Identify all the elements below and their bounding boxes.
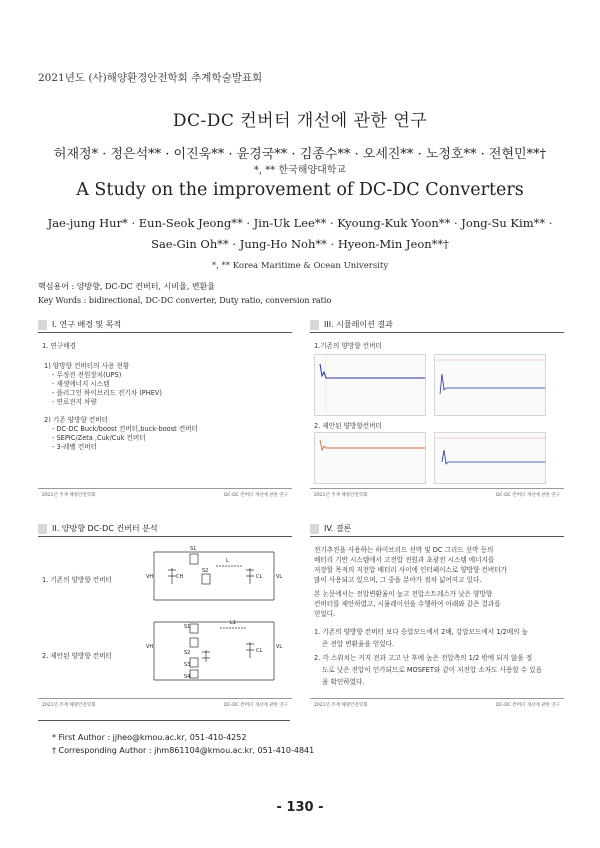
- slide2-footer-left: 2021년 추계 해양안전학회: [314, 493, 368, 498]
- slide4-footer-left: 2021년 추계 해양안전학회: [314, 703, 368, 708]
- circuit-label: S3: [184, 662, 191, 668]
- conclusion-line: 을 확인하였다.: [322, 678, 365, 686]
- slide1-footer-rule: [38, 488, 292, 489]
- authors-english-line2: Sae-Gin Oh** · Jung-Ho Noh** · Hyeon-Min Jeon**†: [151, 237, 449, 251]
- slide4-footer-right: DC-DC 컨버터 개선에 관한 연구: [495, 703, 560, 708]
- slide2-title: III. 시뮬레이션 결과: [310, 318, 564, 333]
- slide2-caption-1: 1.기존의 양방향 컨버터: [314, 342, 382, 350]
- slide3-caption-2: 2. 제안된 양방향 컨버터: [42, 652, 112, 660]
- slide1-line: - 무정전 전원장치(UPS): [52, 371, 122, 379]
- slide1-title: I. 연구 배경 및 목적: [38, 318, 292, 333]
- slide-converter-analysis: [38, 522, 292, 712]
- slide-conclusion: [310, 522, 564, 712]
- slide3-footer-left: 2021년 추계 해양안전학회: [42, 703, 96, 708]
- conclusion-line: 1. 기존의 양방향 컨버터 보다 승압모드에서 2배, 강압모드에서 1/2배의 높: [314, 628, 529, 636]
- title-korean: DC-DC 컨버터 개선에 관한 연구: [172, 111, 428, 131]
- circuit-label: S1: [184, 624, 191, 630]
- slide1-line: - 연료전지 차량: [52, 398, 97, 406]
- slide4-title: IV. 결론: [310, 522, 564, 537]
- circuit-diagram-proposed: [146, 614, 286, 688]
- slide1-line: - DC-DC Buck/boost 컨버터,buck-boost 컨버터: [52, 425, 198, 433]
- conclusion-line: 컨버터를 제안하였고, 시뮬레이션을 수행하여 아래와 같은 결과를: [314, 600, 501, 608]
- circuit-label: S2: [184, 650, 191, 656]
- slide3-title: II. 양방향 DC-DC 컨버터 분석: [38, 522, 292, 537]
- title-english: A Study on the improvement of DC-DC Converters: [76, 180, 524, 200]
- conclusion-line: 저장할 목적의 저전압 배터리 사이에 인터페이스로 양방향 컨버터가: [314, 566, 508, 574]
- authors-korean: 허재정* · 정은석** · 이진욱** · 윤경국** · 김종수** · 오세진** · 노정호** · 전현민**†: [53, 147, 547, 162]
- slide1-line: - SEPIC/Zeta ,Cuk/Cuk 컨버터: [52, 434, 146, 442]
- slide1-line: 1) 양방향 컨버터의 사용 현황: [44, 362, 130, 370]
- affiliation-english: *, ** Korea Maritime & Ocean University: [211, 261, 389, 271]
- waveform-plot-existing-1: [314, 354, 426, 416]
- circuit-label: S1: [190, 546, 197, 552]
- circuit-label: VH: [146, 574, 154, 580]
- keywords-korean: 핵심용어 : 양방향, DC-DC 컨버터, 시비율, 변환율: [38, 282, 216, 291]
- circuit-label: CL: [256, 648, 263, 654]
- slide1-line: - 3-레벨 컨버터: [52, 443, 97, 451]
- slide-simulation-results: [310, 318, 564, 498]
- slide1-footer-left: 2021년 추계 해양안전학회: [42, 493, 96, 498]
- conclusion-line: 얻었다.: [314, 610, 336, 618]
- waveform-plot-proposed-1: [314, 432, 426, 484]
- circuit-label: VL: [276, 644, 283, 650]
- conference-header: 2021년도 (사)해양환경안전학회 추계학술발표회: [38, 72, 263, 84]
- slide2-footer-rule: [310, 488, 564, 489]
- authors-english: [0, 213, 600, 255]
- conclusion-line: 배터리 기반 시스템에서 고전압 전원과 초광전 시스템 에너지를: [314, 556, 495, 564]
- waveform-plot-existing-2: [434, 354, 546, 416]
- circuit-label: VH: [146, 644, 154, 650]
- keywords-english: Key Words : bidirectional, DC-DC converter, Duty ratio, conversion ratio: [38, 296, 332, 305]
- slide1-line: - 재생에너지 시스템: [52, 380, 110, 388]
- slide1-line: - 플러그인 하이브리드 전기차 (PHEV): [52, 389, 162, 397]
- slide3-footer-right: DC-DC 컨버터 개선에 관한 연구: [223, 703, 288, 708]
- circuit-label: L: [226, 558, 229, 564]
- circuit-diagram-existing: [146, 540, 286, 610]
- conclusion-line: 본 논문에서는 전압변환율이 높고 전압스트레스가 낮은 양방향: [314, 590, 493, 598]
- slide1-subtitle: 1. 연구배경: [42, 342, 76, 350]
- circuit-label: CL: [256, 574, 263, 580]
- authors-english-line1: Jae-jung Hur* · Eun-Seok Jeong** · Jin-Uk Lee** · Kyoung-Kuk Yoon** · Jong-Su Kim** ·: [47, 216, 553, 230]
- conclusion-line: 2. 각 스위치는 커지 전과 고고 난 후에 높은 전압측의 1/2 밖에 되지 않을 정: [314, 654, 533, 662]
- circuit-label: VL: [276, 574, 283, 580]
- footnote-rule: [38, 720, 290, 721]
- slide1-footer-right: DC-DC 컨버터 개선에 관한 연구: [223, 493, 288, 498]
- slide3-footer-rule: [38, 698, 292, 699]
- page-number: - 130 -: [276, 800, 324, 815]
- circuit-label: CH: [176, 574, 184, 580]
- waveform-plot-proposed-2: [434, 432, 546, 484]
- conclusion-line: 많이 사용되고 있으며, 그 중을 분야가 점차 넓어지고 있다.: [314, 576, 482, 584]
- slide2-caption-2: 2. 제안된 양방향컨버터: [314, 422, 382, 430]
- affiliation-korean: *, ** 한국해양대학교: [253, 165, 347, 176]
- conclusion-line: 도로 낮은 전압이 인가되므로 MOSFET와 같이 저전압 소자도 사용할 수 있음: [322, 666, 542, 674]
- slide4-footer-rule: [310, 698, 564, 699]
- circuit-label: L1: [230, 620, 236, 626]
- slide2-footer-right: DC-DC 컨버터 개선에 관한 연구: [495, 493, 560, 498]
- conclusion-line: 전기추진을 사용하는 하이브리드 선박 및 DC 그리드 선박 등의: [314, 546, 494, 554]
- slide-research-background: [38, 318, 292, 498]
- conclusion-line: 은 전압 변환율을 얻었다.: [322, 640, 395, 648]
- footnote-corresponding-author: † Corresponding Author : jhm861104@kmou.ac.kr, 051-410-4841: [52, 746, 315, 755]
- slide3-caption-1: 1. 기존의 양방향 컨버터: [42, 576, 112, 584]
- circuit-label: S4: [184, 674, 191, 680]
- circuit-label: S2: [202, 568, 209, 574]
- slide1-line: 2) 기존 양방향 컨버터: [44, 416, 109, 424]
- footnote-first-author: * First Author : jjheo@kmou.ac.kr, 051-410-4252: [52, 733, 247, 742]
